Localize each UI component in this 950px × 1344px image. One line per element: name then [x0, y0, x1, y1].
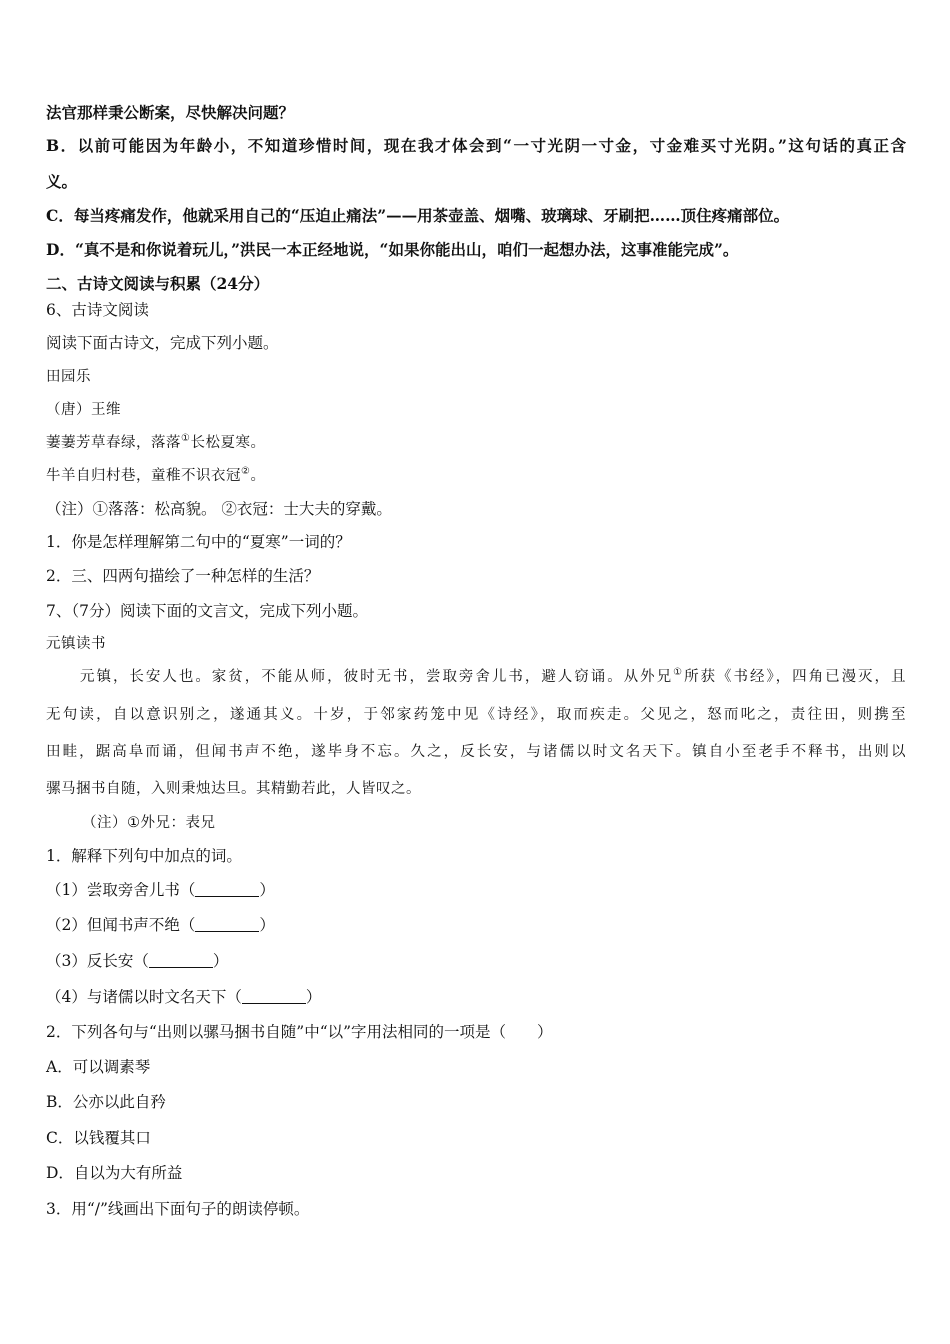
q7-sub1-item-4: （4）与诸儒以时文名天下（ ） [46, 988, 322, 1006]
q7-sub1: 1．解释下列句中加点的词。 [46, 847, 242, 865]
passage-line-4: 骡马捆书自随，入则秉烛达旦。其精勤若此，人皆叹之。 [46, 781, 421, 797]
option-b-line-1: B．以前可能因为年龄小，不知道珍惜时间，现在我才体会到“一寸光阴一寸金，寸金难买寸光阴。”这句话的真正含 [46, 136, 906, 155]
answer-blank[interactable] [195, 915, 259, 932]
passage-line-2: 无句读，自以意识别之，遂通其义。十岁，于邻家药笼中见《诗经》，取而疾走。父见之，怒而叱之，责往田，则携至 [46, 707, 906, 723]
poem-line-1: 萋萋芳草春绿，落落①长松夏寒。 [46, 433, 266, 451]
q6-instruction: 阅读下面古诗文，完成下列小题。 [46, 334, 279, 352]
q7-sub2-option-b: B．公亦以此自矜 [46, 1093, 166, 1111]
q7-sub1-item-2: （2）但闻书声不绝（ ） [46, 916, 275, 934]
q7-sub2-option-a: A．可以调素琴 [46, 1058, 151, 1076]
poem-title: 田园乐 [46, 369, 91, 385]
option-d: D．“真不是和你说着玩儿，”洪民一本正经地说，“如果你能出山，咱们一起想办法，这事准能完成”。 [46, 240, 739, 259]
poem-author: （唐）王维 [46, 402, 121, 418]
q7-sub2-option-d: D．自以为大有所益 [46, 1164, 183, 1182]
q7-sub1-item-3: （3）反长安（ ） [46, 952, 229, 970]
poem-line-2: 牛羊自归村巷，童稚不识衣冠②。 [46, 466, 266, 484]
option-a-continuation: 法官那样秉公断案，尽快解决问题？ [46, 103, 295, 122]
answer-blank[interactable] [195, 880, 259, 897]
section-heading: 二、古诗文阅读与积累（24分） [46, 274, 270, 293]
q6-note: （注）①落落：松高貌。 ②衣冠：士大夫的穿戴。 [46, 500, 392, 518]
q7-sub2: 2．下列各句与“出则以骡马捆书自随”中“以”字用法相同的一项是（ ） [46, 1023, 553, 1041]
option-c: C．每当疼痛发作，他就采用自己的“压迫止痛法”——用茶壶盖、烟嘴、玻璃球、牙刷把……顶住疼痛部位。 [46, 206, 790, 225]
passage-line-1: 元镇，长安人也。家贫，不能从师，彼时无书，尝取旁舍儿书，避人窃诵。从外兄①所获《书经》，四角已漫灭，且 [80, 667, 907, 685]
q7-sub2-option-c: C．以钱覆其口 [46, 1129, 151, 1147]
option-b-line-2: 义。 [46, 172, 78, 191]
q6-title: 6、古诗文阅读 [46, 301, 149, 319]
q6-sub2: 2．三、四两句描绘了一种怎样的生活？ [46, 567, 320, 585]
q6-sub1: 1．你是怎样理解第二句中的“夏寒”一词的？ [46, 533, 351, 551]
passage-title: 元镇读书 [46, 636, 106, 652]
q7-sub1-item-1: （1）尝取旁舍儿书（ ） [46, 881, 275, 899]
q7-note: （注）①外兄：表兄 [82, 815, 216, 831]
q7-title: 7、（7分）阅读下面的文言文，完成下列小题。 [46, 602, 368, 620]
answer-blank[interactable] [242, 987, 306, 1004]
passage-line-3: 田畦，踞高阜而诵，但闻书声不绝，遂毕身不忘。久之，反长安，与诸儒以时文名天下。镇自小至老手不释书，出则以 [46, 744, 906, 760]
q7-sub3: 3．用“/”线画出下面句子的朗读停顿。 [46, 1200, 310, 1218]
answer-blank[interactable] [149, 951, 213, 968]
